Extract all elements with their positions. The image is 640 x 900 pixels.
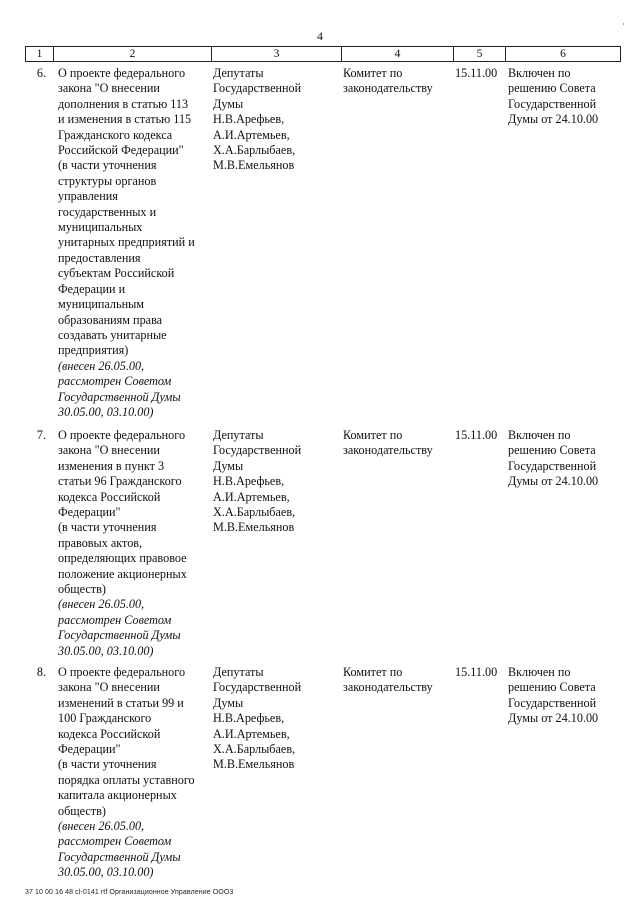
date: 15.11.00 (455, 66, 498, 80)
text-line: обществ) (58, 803, 106, 818)
text-line: закона "О внесении (58, 443, 160, 458)
text-line: А.И.Артемьев, (213, 127, 290, 142)
submission-note-line: рассмотрен Советом (58, 612, 172, 627)
text-line: порядка оплаты уставного (58, 772, 195, 787)
column-header-1: 1 (26, 47, 54, 62)
text-line: Думы (213, 96, 244, 111)
text-line: Н.В.Арефьев, (213, 474, 285, 489)
submission-note-line: рассмотрен Советом (58, 374, 172, 389)
text-line: Х.А.Барлыбаев, (213, 505, 296, 520)
text-line: Комитет по (343, 428, 403, 442)
submission-note-line: 30.05.00, 03.10.00) (58, 865, 154, 880)
submission-note-line: 30.05.00, 03.10.00) (58, 404, 154, 419)
text-line: создавать унитарные (58, 327, 167, 342)
submission-note-line: Государственной Думы (58, 628, 181, 643)
text-line: положение акционерных (58, 566, 187, 581)
page-number: 4 (317, 29, 323, 43)
text-line: Н.В.Арефьев, (213, 112, 285, 127)
column-header-6: 6 (506, 47, 621, 62)
text-line: Федерации" (58, 505, 121, 520)
text-line: А.И.Артемьев, (213, 726, 290, 741)
status (508, 665, 620, 727)
submission-note-line: Государственной Думы (58, 389, 181, 404)
column-header-4: 4 (342, 47, 454, 62)
submission-note-line: (внесен 26.05.00, (58, 819, 145, 834)
text-line: дополнения в статью 113 (58, 96, 189, 111)
text-line: О проекте федерального (58, 66, 186, 80)
text-line: и изменения в статью 115 (58, 112, 192, 127)
submission-note-line: (внесен 26.05.00, (58, 597, 145, 612)
bill-authors (213, 428, 338, 536)
text-line: М.В.Емельянов (213, 520, 295, 535)
footer-print-line: 37 10 00 16 48 cl-0141 rtf Организационное Управление ООО3 (25, 889, 234, 896)
column-header-5: 5 (454, 47, 506, 62)
text-line: Комитет по (343, 665, 403, 679)
submission-note-line: 30.05.00, 03.10.00) (58, 643, 154, 658)
responsible-committee (343, 66, 453, 97)
text-line: Комитет по (343, 66, 403, 80)
text-line: кодекса Российской (58, 726, 161, 741)
text-line: Государственной (508, 695, 597, 710)
date: 15.11.00 (455, 665, 498, 679)
text-line: муниципальным (58, 297, 144, 312)
text-line: Х.А.Барлыбаев, (213, 143, 296, 158)
bill-title (58, 428, 208, 659)
text-line: решению Совета (508, 443, 596, 458)
text-line: О проекте федерального (58, 665, 186, 679)
text-line: Депутаты (213, 428, 264, 442)
text-line: законодательству (343, 443, 433, 458)
text-line: Н.В.Арефьев, (213, 711, 285, 726)
submission-note-line: (внесен 26.05.00, (58, 358, 145, 373)
row-number: 6. (36, 66, 46, 80)
text-line: Думы (213, 458, 244, 473)
text-line: Гражданского кодекса (58, 127, 173, 142)
submission-note-line: Государственной Думы (58, 849, 181, 864)
column-header-3: 3 (212, 47, 342, 62)
text-line: Включен по (508, 665, 571, 679)
text-line: структуры органов (58, 173, 157, 188)
row-number: 7. (36, 428, 46, 442)
text-line: государственных и (58, 204, 157, 219)
text-line: закона "О внесении (58, 680, 160, 695)
text-line: Государственной (213, 81, 302, 96)
text-line: кодекса Российской (58, 489, 161, 504)
text-line: Включен по (508, 66, 571, 80)
text-line: 100 Гражданского (58, 711, 152, 726)
text-line: изменения в пункт 3 (58, 458, 165, 473)
text-line: унитарных предприятий и (58, 235, 195, 250)
text-line: (в части уточнения (58, 158, 157, 173)
text-line: закона "О внесении (58, 81, 160, 96)
bill-authors (213, 66, 338, 174)
text-line: Депутаты (213, 66, 264, 80)
text-line: предоставления (58, 250, 141, 265)
text-line: решению Совета (508, 680, 596, 695)
text-line: (в части уточнения (58, 757, 157, 772)
text-line: определяющих правовое (58, 551, 187, 566)
responsible-committee (343, 428, 453, 459)
text-line: муниципальных (58, 220, 143, 235)
text-line: субъектам Российской (58, 266, 175, 281)
text-line: образованиям права (58, 312, 163, 327)
bill-authors (213, 665, 338, 773)
text-line: Думы от 24.10.00 (508, 112, 599, 127)
text-line: М.В.Емельянов (213, 757, 295, 772)
text-line: Государственной (213, 443, 302, 458)
row-number: 8. (36, 665, 46, 679)
text-line: Думы от 24.10.00 (508, 474, 599, 489)
text-line: предприятия) (58, 343, 129, 358)
text-line: законодательству (343, 81, 433, 96)
text-line: О проекте федерального (58, 428, 186, 442)
text-line: Государственной (508, 96, 597, 111)
text-line: Х.А.Барлыбаев, (213, 742, 296, 757)
corner-mark: ˙ (622, 22, 625, 32)
text-line: законодательству (343, 680, 433, 695)
text-line: статьи 96 Гражданского (58, 474, 182, 489)
text-line: обществ) (58, 582, 106, 597)
text-line: Депутаты (213, 665, 264, 679)
text-line: Федерации" (58, 742, 121, 757)
bill-title (58, 665, 208, 881)
text-line: Думы от 24.10.00 (508, 711, 599, 726)
text-line: правовых актов, (58, 535, 143, 550)
submission-note-line: рассмотрен Советом (58, 834, 172, 849)
bill-title (58, 66, 208, 420)
text-line: Государственной (508, 458, 597, 473)
text-line: Российской Федерации" (58, 143, 184, 158)
text-line: Федерации и (58, 281, 126, 296)
text-line: Государственной (213, 680, 302, 695)
column-header-row (26, 47, 621, 62)
responsible-committee (343, 665, 453, 696)
column-header-table (25, 46, 621, 62)
text-line: Думы (213, 695, 244, 710)
text-line: решению Совета (508, 81, 596, 96)
status (508, 428, 620, 490)
text-line: капитала акционерных (58, 788, 177, 803)
column-header-2: 2 (54, 47, 212, 62)
status (508, 66, 620, 128)
text-line: (в части уточнения (58, 520, 157, 535)
date: 15.11.00 (455, 428, 498, 442)
text-line: М.В.Емельянов (213, 158, 295, 173)
text-line: управления (58, 189, 118, 204)
text-line: изменений в статьи 99 и (58, 695, 184, 710)
text-line: А.И.Артемьев, (213, 489, 290, 504)
text-line: Включен по (508, 428, 571, 442)
